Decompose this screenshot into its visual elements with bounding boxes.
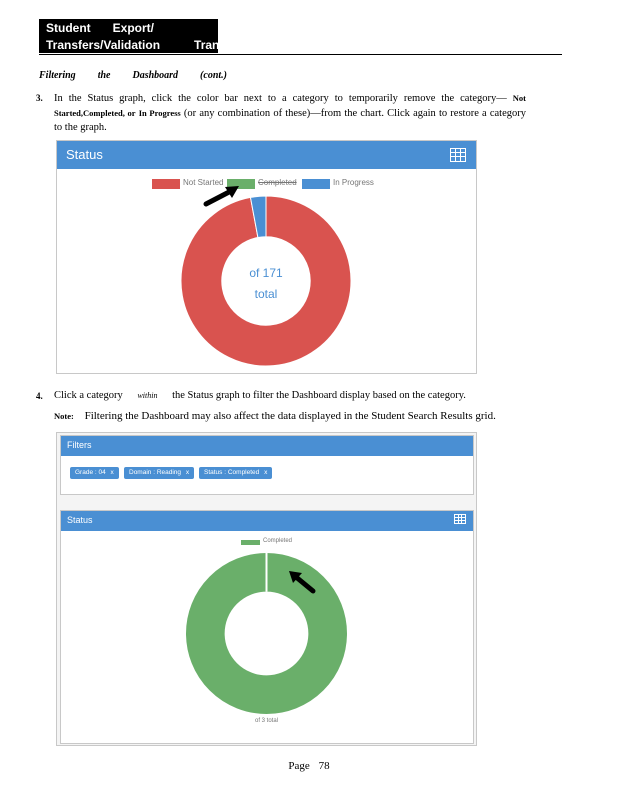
step-3-text xyxy=(54,91,526,135)
step-text: (or any combination of these)—from the chart. Click again to restore a category to the graph. xyxy=(54,108,527,133)
legend-label[interactable]: In Progress xyxy=(333,178,374,187)
donut-caption: of 3 total xyxy=(254,718,278,724)
filter-chip-label: Domain : Reading xyxy=(129,469,182,476)
step-text: the Status graph to filter the Dashboard display based on the category. xyxy=(172,390,466,401)
close-icon[interactable]: x xyxy=(110,469,114,476)
subtitle-word: (cont.) xyxy=(200,70,227,81)
step-text: In the Status graph, click the color bar next to a category to temporarily remove the category— xyxy=(54,93,507,104)
separator: , xyxy=(80,108,84,118)
close-icon[interactable]: x xyxy=(185,469,190,476)
panel-title: Filters xyxy=(67,440,92,450)
category-term: Completed xyxy=(83,108,123,118)
header-word: Transfers/Validation xyxy=(46,38,161,52)
filter-chip[interactable] xyxy=(124,467,194,479)
step-number: 4. xyxy=(36,391,43,401)
step-number: 3. xyxy=(36,93,43,103)
legend-swatch-in-progress[interactable] xyxy=(302,179,330,189)
status-panel xyxy=(56,140,477,374)
panel-title: Status xyxy=(66,147,103,162)
section-subtitle xyxy=(39,70,249,81)
dashboard-screenshot xyxy=(56,432,477,746)
subtitle-word: the xyxy=(97,70,111,81)
document-header xyxy=(39,19,237,53)
donut-center-text xyxy=(180,263,352,305)
status-donut-chart[interactable] xyxy=(185,552,348,715)
status-panel xyxy=(60,510,474,744)
filters-panel xyxy=(60,435,474,495)
panel-title: Status xyxy=(67,515,93,525)
header-word: Transfe xyxy=(194,38,237,52)
page-label: Page xyxy=(288,760,310,772)
filter-chip[interactable] xyxy=(199,467,272,479)
header-word: Export/ xyxy=(112,21,155,35)
legend-label[interactable]: Not Started xyxy=(183,178,224,187)
note-label: Note: xyxy=(54,411,74,421)
filters-panel-header xyxy=(61,436,473,456)
legend-label[interactable]: Completed xyxy=(263,538,293,544)
filter-chip-label: Status : Completed xyxy=(204,469,260,476)
filter-chip[interactable] xyxy=(70,467,119,479)
note-text: Filtering the Dashboard may also affect the data displayed in the Student Search Results grid. xyxy=(84,410,496,422)
category-term: In Progress xyxy=(138,108,181,118)
category-term: Not Started xyxy=(54,93,526,118)
legend-label[interactable]: Completed xyxy=(258,178,297,187)
page-number: 78 xyxy=(318,760,330,772)
close-icon[interactable]: x xyxy=(264,469,268,476)
step-text: Click a category xyxy=(54,390,123,401)
emphasis: within xyxy=(137,391,158,400)
table-view-icon[interactable] xyxy=(450,148,466,162)
legend-swatch-not-started[interactable] xyxy=(152,179,180,189)
table-view-icon[interactable] xyxy=(454,514,466,524)
page-footer xyxy=(0,760,618,772)
status-panel-header xyxy=(61,511,473,531)
donut-center-line: of 171 xyxy=(249,266,283,280)
status-panel-header xyxy=(57,141,476,169)
subtitle-word: Filtering xyxy=(39,70,76,81)
filter-chip-label: Grade : 04 xyxy=(75,469,106,476)
pointer-arrow-icon xyxy=(287,569,317,595)
note xyxy=(54,410,496,422)
separator: , or xyxy=(122,108,136,118)
header-word: Student xyxy=(46,21,91,35)
pointer-arrow-icon xyxy=(203,183,243,207)
donut-center-line: total xyxy=(254,287,278,301)
legend-swatch-completed[interactable] xyxy=(241,540,260,545)
header-divider xyxy=(39,54,562,55)
step-4-text xyxy=(54,389,544,403)
subtitle-word: Dashboard xyxy=(132,70,179,81)
